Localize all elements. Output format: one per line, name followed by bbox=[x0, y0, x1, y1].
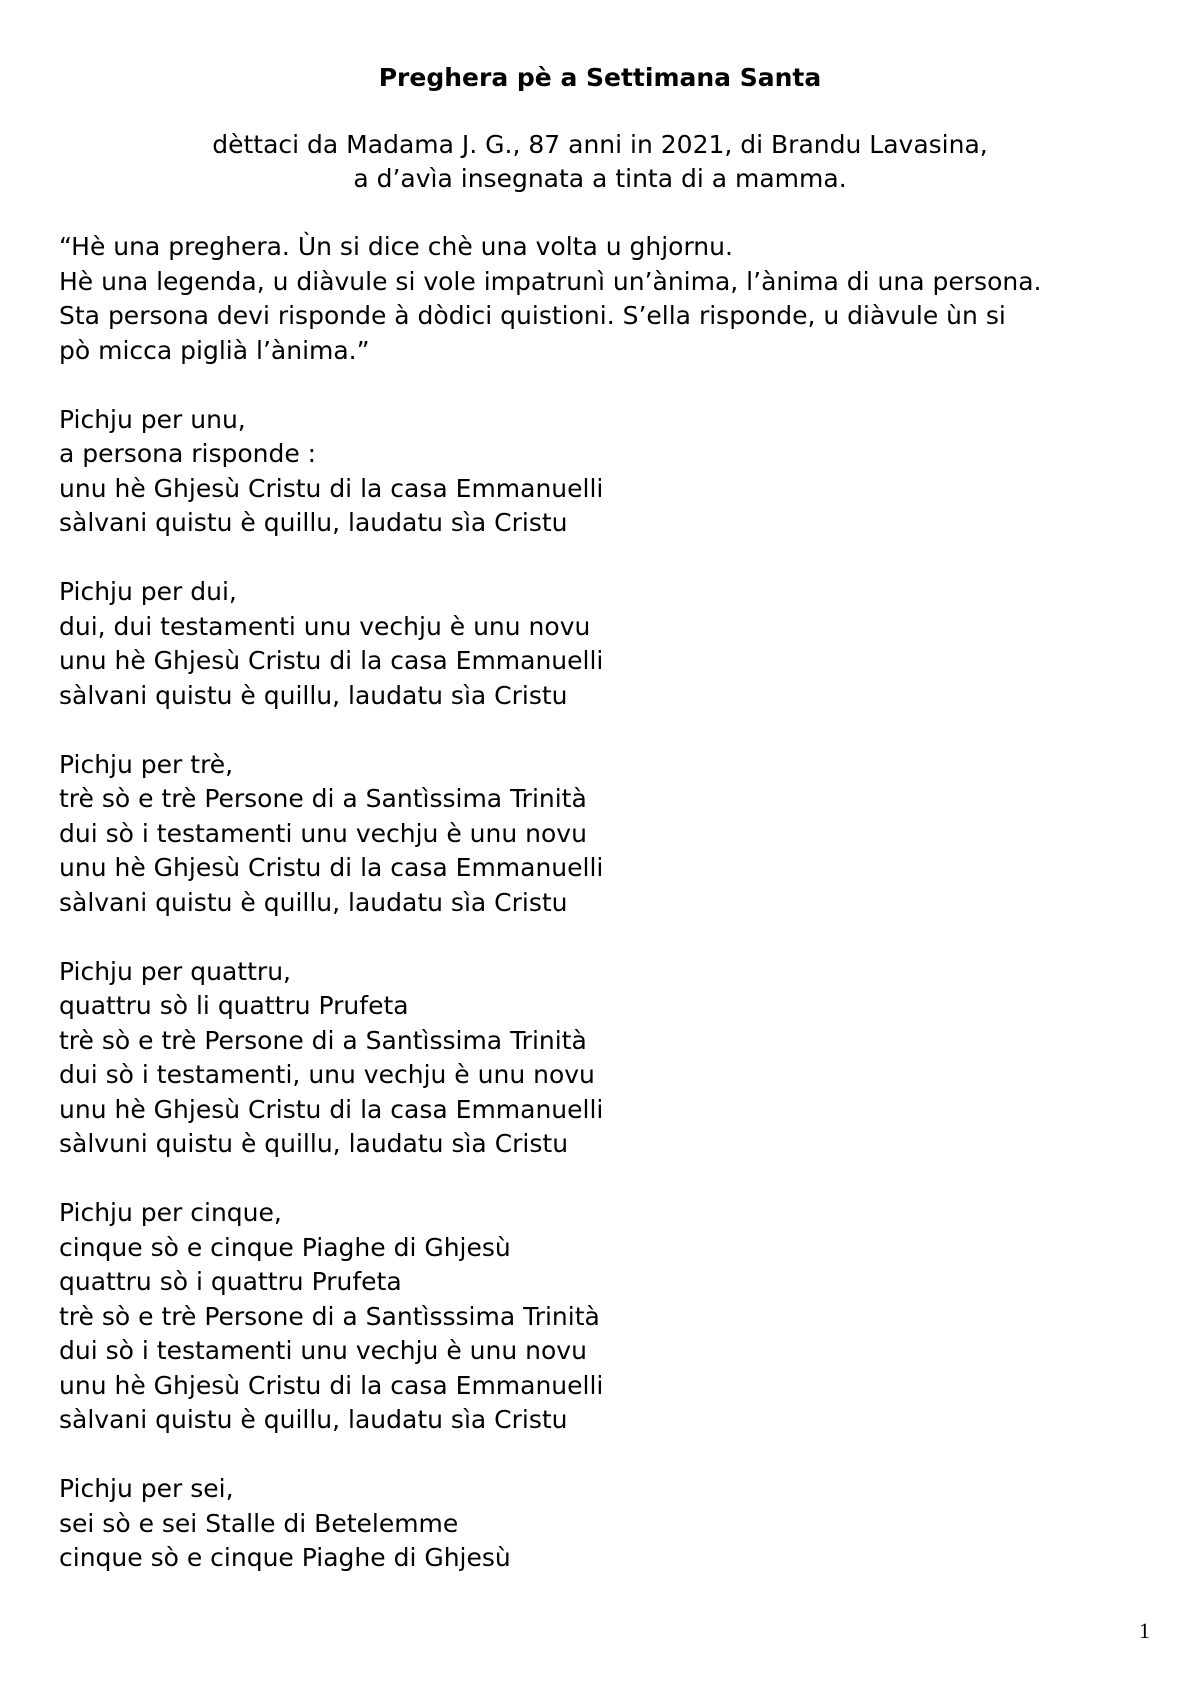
stanza-1 bbox=[59, 403, 1169, 541]
stanza-4 bbox=[59, 955, 1169, 1162]
stanza-line: dui, dui testamenti unu vechju è unu novu bbox=[59, 611, 591, 641]
stanza-line: unu hè Ghjesù Cristu di la casa Emmanuelli bbox=[59, 853, 604, 882]
stanza-line: sei sò e sei Stalle di Betelemme bbox=[59, 1508, 459, 1538]
intro-paragraph bbox=[59, 230, 1169, 368]
stanza-line: quattru sò i quattru Prufeta bbox=[59, 1267, 402, 1296]
stanza-line: unu hè Ghjesù Cristu di la casa Emmanuelli bbox=[59, 1094, 604, 1124]
stanza-line: Pichju per trè, bbox=[59, 749, 234, 779]
stanza-3 bbox=[59, 748, 1169, 921]
stanza-line: trè sò e trè Persone di a Santìssima Trinità bbox=[59, 784, 587, 813]
stanza-line: cinque sò e cinque Piaghe di Ghjesù bbox=[59, 1543, 511, 1572]
stanza-5 bbox=[59, 1196, 1169, 1438]
intro-line: Hè una legenda, u diàvule si vole impatrunì un’ànima, l’ànima di una persona. bbox=[59, 266, 1042, 296]
document-body bbox=[59, 230, 1169, 1576]
stanza-2 bbox=[59, 575, 1169, 713]
intro-line: “Hè una preghera. Ùn si dice chè una volta u ghjornu. bbox=[59, 232, 733, 261]
stanza-line: unu hè Ghjesù Cristu di la casa Emmanuelli bbox=[59, 473, 604, 503]
stanza-line: Pichju per dui, bbox=[59, 577, 237, 606]
stanza-line: sàlvani quistu è quillu, laudatu sìa Cristu bbox=[59, 508, 568, 537]
subtitle-line: a d’avìa insegnata a tinta di a mamma. bbox=[353, 164, 847, 193]
stanza-line: sàlvani quistu è quillu, laudatu sìa Cristu bbox=[59, 887, 568, 917]
stanza-line: sàlvani quistu è quillu, laudatu sìa Cristu bbox=[59, 680, 568, 710]
stanza-line: sàlvani quistu è quillu, laudatu sìa Cristu bbox=[59, 1405, 568, 1434]
stanza-line: dui sò i testamenti, unu vechju è unu novu bbox=[59, 1060, 595, 1089]
stanza-line: dui sò i testamenti unu vechju è unu novu bbox=[59, 1336, 587, 1365]
stanza-line: Pichju per sei, bbox=[59, 1474, 234, 1503]
stanza-line: cinque sò e cinque Piaghe di Ghjesù bbox=[59, 1232, 511, 1262]
stanza-line: Pichju per quattru, bbox=[59, 956, 291, 986]
stanza-line: unu hè Ghjesù Cristu di la casa Emmanuelli bbox=[59, 1370, 604, 1400]
stanza-6 bbox=[59, 1472, 1169, 1576]
stanza-line: quattru sò li quattru Prufeta bbox=[59, 991, 409, 1020]
stanza-line: trè sò e trè Persone di a Santìsssima Trinità bbox=[59, 1301, 600, 1331]
document-subtitle bbox=[0, 128, 1200, 196]
subtitle-line: dèttaci da Madama J. G., 87 anni in 2021, di Brandu Lavasina, bbox=[212, 130, 988, 159]
document-title: Preghera pè a Settimana Santa bbox=[378, 63, 822, 92]
page-number: 1 bbox=[1139, 1618, 1150, 1643]
stanza-line: a persona risponde : bbox=[59, 439, 317, 468]
stanza-line: Pichju per unu, bbox=[59, 404, 246, 434]
intro-line: Sta persona devi risponde à dòdici quistioni. S’ella risponde, u diàvule ùn si bbox=[59, 301, 1006, 330]
stanza-line: Pichju per cinque, bbox=[59, 1198, 282, 1227]
stanza-line: unu hè Ghjesù Cristu di la casa Emmanuelli bbox=[59, 646, 604, 675]
stanza-line: trè sò e trè Persone di a Santìssima Trinità bbox=[59, 1025, 587, 1055]
stanza-line: sàlvuni quistu è quillu, laudatu sìa Cristu bbox=[59, 1129, 569, 1158]
stanza-line: dui sò i testamenti unu vechju è unu novu bbox=[59, 818, 587, 848]
intro-line: pò micca piglià l’ànima.” bbox=[59, 335, 370, 365]
